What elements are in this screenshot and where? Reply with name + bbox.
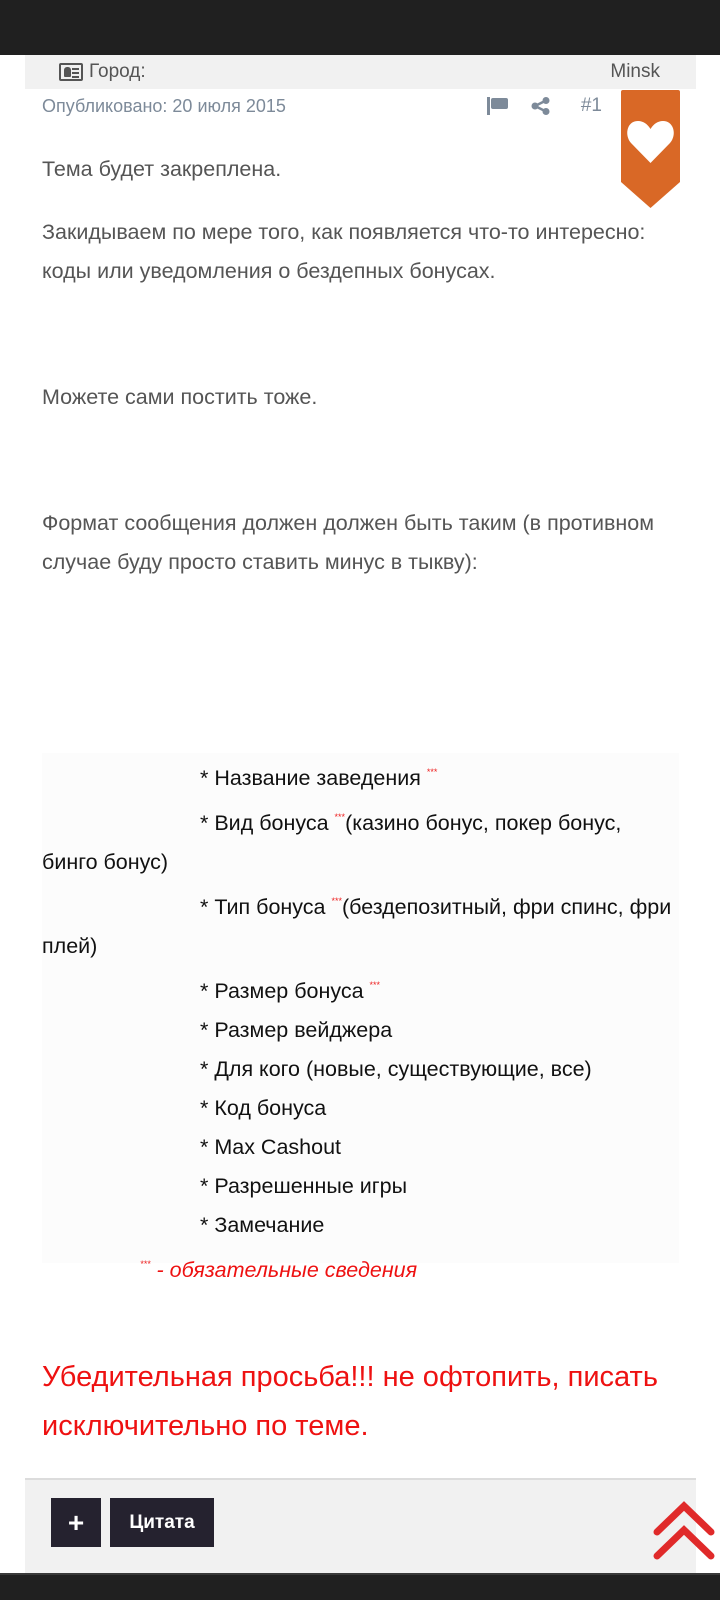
post-paragraph: Формат сообщения должен должен быть таким (в противном случае буду просто ставить минус в тыкву): <box>42 511 655 574</box>
post-paragraph: Можете сами постить тоже. <box>42 385 318 409</box>
format-item-hint: (казино бонус, покер бонус, бинго бонус) <box>42 811 622 874</box>
required-marker: *** <box>331 896 343 906</box>
format-item-text: * Для кого (новые, существующие, все) <box>200 1057 592 1081</box>
format-item-text: * Размер бонуса <box>200 979 370 1003</box>
multiquote-add-button[interactable]: + <box>51 1498 101 1547</box>
format-item-text: * Размер вейджера <box>200 1018 393 1042</box>
post-meta <box>42 92 602 120</box>
format-list-item <box>42 1089 679 1128</box>
format-item-text: * Разрешенные игры <box>200 1174 408 1198</box>
required-note <box>42 1245 679 1290</box>
format-list-item <box>42 1011 679 1050</box>
format-list-item <box>42 1206 679 1245</box>
post-number-link[interactable]: #1 <box>580 95 602 116</box>
format-list-box <box>42 753 679 1282</box>
format-list-item <box>42 882 679 966</box>
required-note-text: - обязательные сведения <box>150 1258 418 1282</box>
format-list-item <box>42 1167 679 1206</box>
format-list-item <box>42 966 679 1011</box>
format-list-item <box>42 753 679 798</box>
format-item-hint: (бездепозитный, фри спинс, фри плей) <box>42 895 672 958</box>
required-marker: *** <box>140 1259 151 1269</box>
post-body <box>42 150 678 606</box>
post-paragraph: Тема будет закреплена. <box>42 157 282 181</box>
profile-city-row <box>25 55 696 89</box>
format-item-text: * Тип бонуса <box>200 895 332 919</box>
format-item-text: * Max Cashout <box>200 1135 342 1159</box>
format-list-item <box>42 798 679 882</box>
format-item-text: * Замечание <box>200 1213 325 1237</box>
flag-icon[interactable] <box>487 97 509 115</box>
post-footer <box>25 1478 696 1573</box>
vcard-icon <box>59 63 83 81</box>
format-list <box>42 753 679 1290</box>
bottom-navigation-bar <box>0 1573 720 1600</box>
scroll-to-top-button[interactable] <box>652 1500 716 1562</box>
double-chevron-up-icon <box>657 1506 711 1556</box>
format-list-item <box>42 1128 679 1167</box>
format-item-text: * Вид бонуса <box>200 811 335 835</box>
format-list-item <box>42 1050 679 1089</box>
required-marker: *** <box>426 767 438 777</box>
format-item-text: * Название заведения <box>200 766 427 790</box>
warning-message: Убедительная просьба!!! не офтопить, писать исключительно по теме. <box>42 1361 658 1442</box>
post-paragraph: Закидываем по мере того, как появляется что-то интересно: коды или уведомления о бездепных бонусах. <box>42 220 646 283</box>
city-label: Город: <box>89 61 146 82</box>
format-item-text: * Код бонуса <box>200 1096 327 1120</box>
published-date: Опубликовано: 20 июля 2015 <box>42 95 286 116</box>
required-marker: *** <box>334 812 346 822</box>
required-marker: *** <box>369 980 381 990</box>
city-value: Minsk <box>610 61 660 82</box>
quote-button[interactable]: Цитата <box>110 1498 214 1547</box>
top-system-bar <box>0 0 720 55</box>
share-icon[interactable] <box>531 97 551 115</box>
